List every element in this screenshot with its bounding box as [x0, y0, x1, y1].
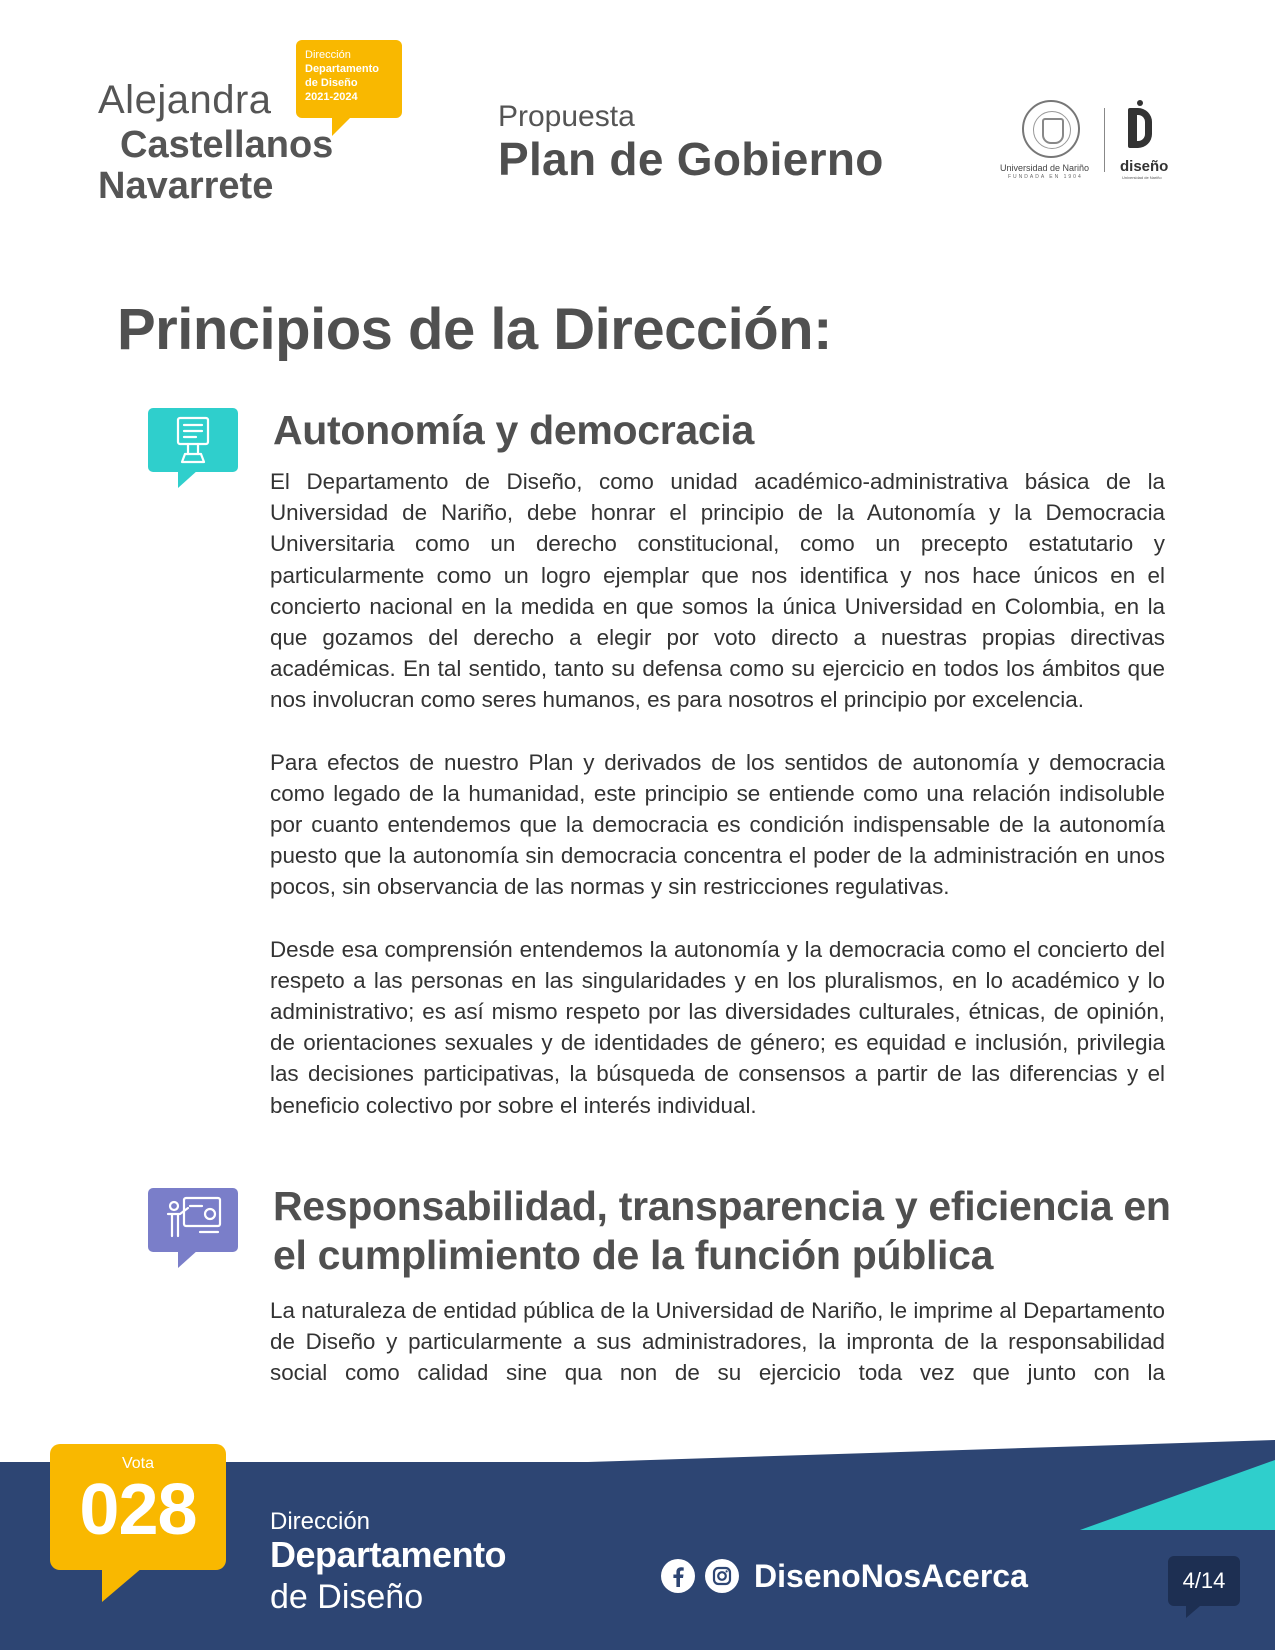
footer-direccion: Dirección [270, 1508, 371, 1535]
plan-title: Plan de Gobierno [498, 133, 884, 185]
section-body-autonomia [270, 466, 1165, 1152]
section-body-responsabilidad [270, 1295, 1165, 1420]
footer-de-diseno: de Diseño [270, 1578, 424, 1616]
presenter-icon [148, 1188, 238, 1252]
paragraph: El Departamento de Diseño, como unidad académico-administrativa básica de la Universidad de Nariño, debe honrar el principio de la Autonomía y la Democracia Universitaria como un derecho constitucional, como un precepto estatutario y particularmente como un logro ejemplar que nos identifica y nos hace únicos en el concierto nacional en la medida en que somos la única Universidad en Colombia, en la que gozamos del derecho a elegir por voto directo a nuestras propias directivas académicas. En tal sentido, tanto su defensa como su ejercicio en todos los ámbitos que nos involucran como seres humanos, es para nosotros el principio por excelencia. [270, 469, 1165, 713]
diseno-logo-dot [1137, 100, 1143, 106]
social-links [660, 1556, 1028, 1596]
page-title: Principios de la Dirección: [117, 297, 832, 362]
position-badge [296, 40, 402, 118]
facebook-icon[interactable] [660, 1558, 696, 1594]
university-founded: FUNDADA EN 1904 [1008, 174, 1083, 180]
candidate-last-name-2: Navarrete [98, 165, 274, 207]
diseno-logo-sub: Universidad de Nariño [1122, 175, 1162, 180]
footer-departamento: Departamento [270, 1534, 507, 1575]
document-stand-icon [148, 408, 238, 472]
university-name: Universidad de Nariño [1000, 163, 1090, 173]
section-title-autonomia: Autonomía y democracia [273, 407, 754, 453]
candidate-last-name-1: Castellanos [120, 124, 334, 166]
university-seal-icon [1022, 100, 1080, 158]
diseno-logo-icon [1128, 108, 1152, 148]
vote-number: 028 [79, 1470, 197, 1550]
propuesta-label: Propuesta [498, 100, 635, 133]
badge-line-2: Departamento [305, 63, 379, 75]
badge-line-1: Dirección [305, 49, 351, 61]
badge-line-4: 2021-2024 [305, 91, 358, 103]
candidate-first-name: Alejandra [98, 78, 272, 122]
diseno-logo-word: diseño [1120, 158, 1169, 175]
institution-logos [1000, 100, 1170, 180]
paragraph: Para efectos de nuestro Plan y derivados de los sentidos de autonomía y democracia como legado de la humanidad, este principio se entiende como una relación indisoluble por cuanto entendemos que la democracia es condición indispensable de la autonomía puesto que la autonomía sin democracia concentra el poder de la administración en unos pocos, sin observancia de las normas y sin restricciones regulativas. [270, 749, 1165, 900]
instagram-icon[interactable] [704, 1558, 740, 1594]
badge-line-3: de Diseño [305, 77, 358, 89]
vote-label: Vota [121, 1455, 155, 1472]
section-title-responsabilidad: Responsabilidad, transparencia y eficiencia en el cumplimiento de la función pública [273, 1183, 1171, 1278]
paragraph: La naturaleza de entidad pública de la Universidad de Nariño, le imprime al Departamento de Diseño y particularmente a sus administradores, la impronta de la responsabilidad social como calidad sine qua non de su ejercicio toda vez que junto con la [270, 1298, 1165, 1386]
social-handle[interactable]: DisenoNosAcerca [754, 1557, 1028, 1594]
paragraph: Desde esa comprensión entendemos la autonomía y la democracia como el concierto del respeto a las personas en las singularidades y en los pluralismos, en lo académico y lo administrativo; es así mismo respeto por las diversidades culturales, étnicas, de opinión, de orientaciones sexuales y de identidades de género; es equidad e inclusión, privilegia las decisiones participativas, la búsqueda de consensos a partir de las diferencias y el beneficio colectivo por sobre el interés individual. [270, 936, 1165, 1118]
vote-badge [50, 1444, 226, 1570]
logo-divider [1104, 108, 1105, 172]
page-number: 4/14 [1168, 1556, 1240, 1606]
